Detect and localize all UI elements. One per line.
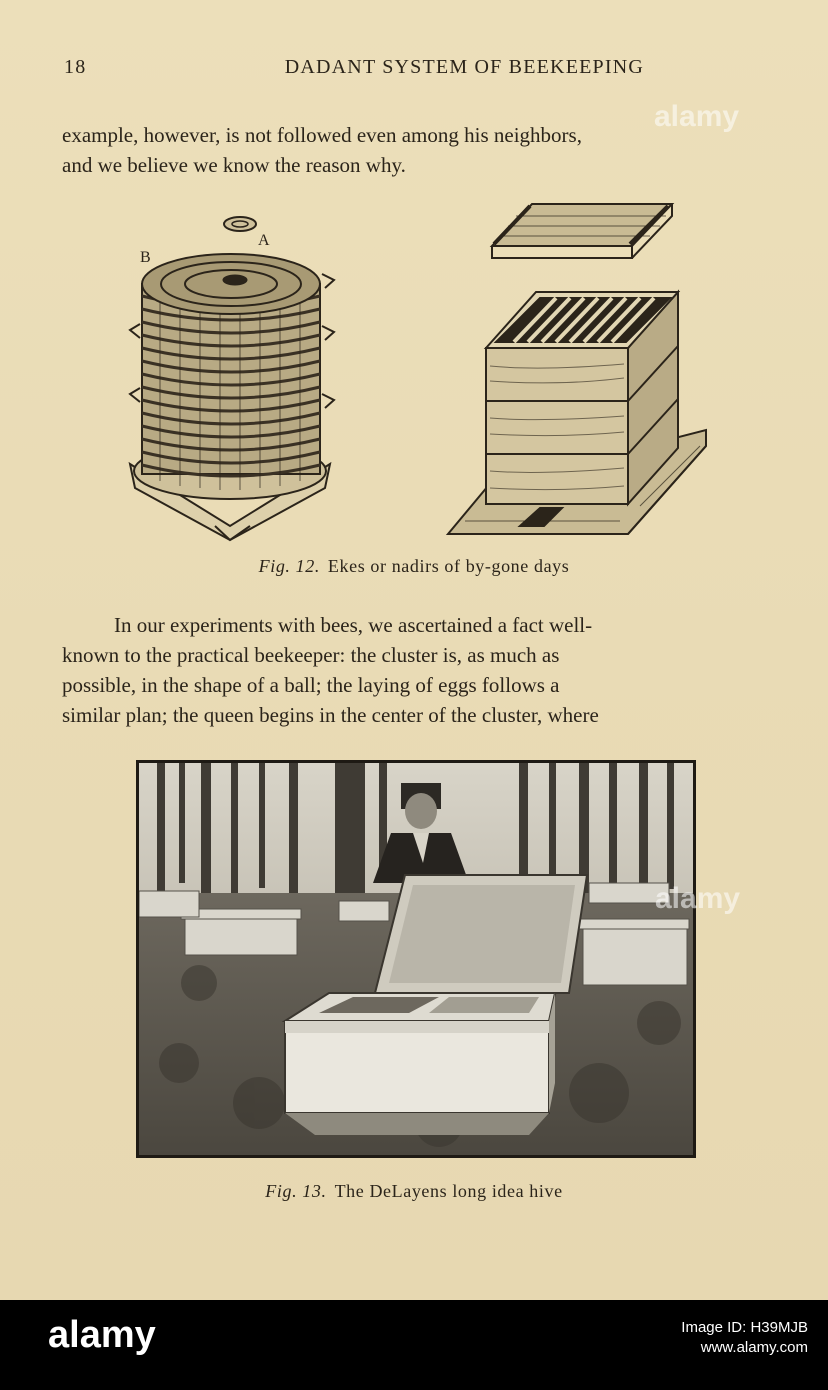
paragraph-2 (62, 610, 770, 730)
running-head (64, 56, 644, 82)
figure-label-b: B (140, 249, 151, 266)
text-line: example, however, is not followed even among his neighbors, (62, 123, 582, 147)
image-id: Image ID: H39MJB (681, 1319, 808, 1336)
figure-13-label: Fig. 13. (265, 1181, 327, 1201)
stock-banner (0, 1300, 828, 1390)
text-line: similar plan; the queen begins in the center of the cluster, where (62, 703, 599, 727)
site-url: www.alamy.com (700, 1339, 808, 1356)
figure-12-illustration (120, 196, 720, 546)
text-line: and we believe we know the reason why. (62, 153, 406, 177)
figure-12-caption (0, 556, 828, 577)
watermark: alamy (654, 100, 740, 133)
alamy-logo: alamy (48, 1314, 156, 1356)
figure-13-caption-text: The DeLayens long idea hive (334, 1181, 563, 1201)
figure-12-caption-text: Ekes or nadirs of by-gone days (327, 556, 570, 576)
straw-skep-drawing (130, 217, 334, 540)
figure-13-photograph (136, 760, 696, 1158)
text-line: possible, in the shape of a ball; the laying of eggs follows a (62, 673, 560, 697)
figure-13-caption (0, 1181, 828, 1202)
figure-label-a: A (258, 232, 270, 249)
text-line: known to the practical beekeeper: the cluster is, as much as (62, 643, 560, 667)
page-number: 18 (64, 56, 87, 78)
image-id-block (681, 1318, 808, 1358)
wooden-hive-drawing (448, 204, 706, 534)
figure-12-label: Fig. 12. (258, 556, 320, 576)
text-line: In our experiments with bees, we ascertained a fact well- (114, 613, 593, 637)
watermark: alamy (655, 882, 741, 915)
running-title: DADANT SYSTEM OF BEEKEEPING (284, 56, 644, 78)
hive-photo-scene (139, 763, 693, 1155)
